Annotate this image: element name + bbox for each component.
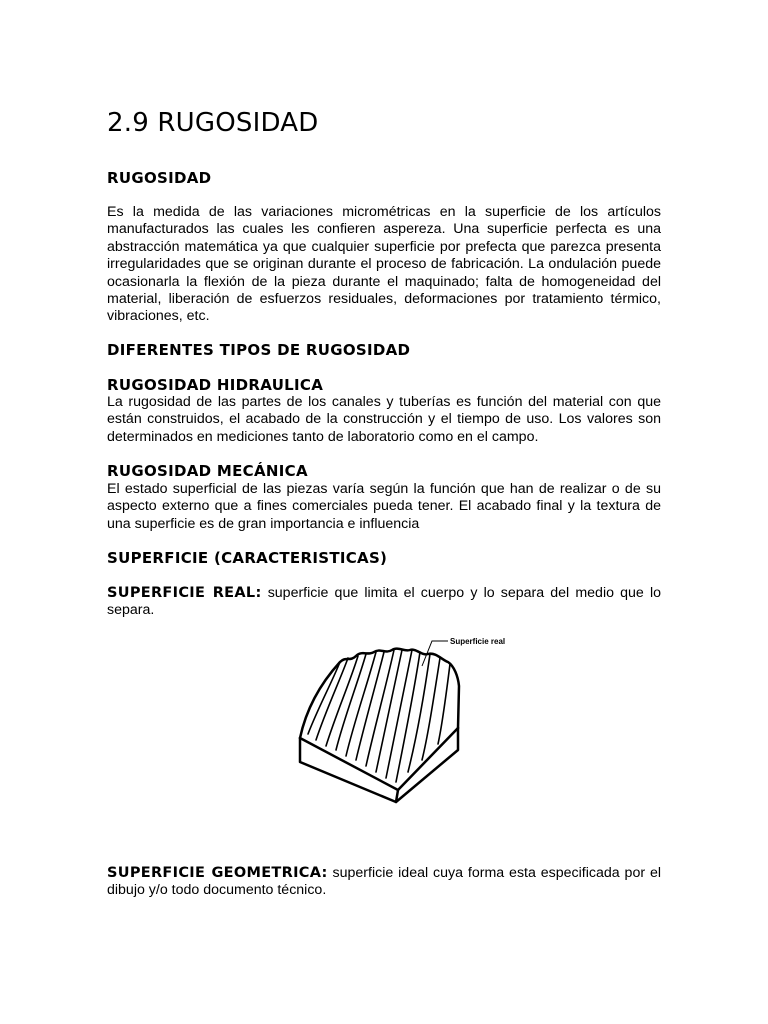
- page-title: 2.9 RUGOSIDAD: [107, 108, 319, 138]
- paragraph-rugosidad-hidraulica: La rugosidad de las partes de los canales y tuberías es función del material con que están construidos, el acabado de la construcción y el tiempo de uso. Los valores son determinados en mediciones tanto de laboratorio como en el campo.: [107, 394, 661, 445]
- paragraph-superficie-real: [107, 585, 661, 620]
- heading-superficie-caracteristicas: SUPERFICIE (CARACTERISTICAS): [107, 549, 388, 567]
- term-superficie-geometrica: SUPERFICIE GEOMETRICA:: [107, 865, 328, 881]
- definition-superficie-geometrica: superficie ideal cuya forma esta especificada por el dibujo y/o todo documento técnico.: [107, 865, 662, 899]
- figure-label: Superficie real: [450, 637, 506, 646]
- heading-tipos-rugosidad: DIFERENTES TIPOS DE RUGOSIDAD: [107, 341, 411, 359]
- heading-rugosidad: RUGOSIDAD: [107, 169, 212, 187]
- paragraph-rugosidad-mecanica: El estado superficial de las piezas varía según la función que han de realizar o de su aspecto externo que a fines comerciales pueda tener. El acabado final y la textura de una superficie es de gran importancia e influencia: [107, 481, 661, 532]
- paragraph-rugosidad: Es la medida de las variaciones micrométricas en la superficie de los artículos manufacturados las cuales les confieren aspereza. Una superficie perfecta es una abstracción matemática ya que cualquier superficie por prefecta que parezca presenta irregularidades que se originan durante el proceso de fabricación. La ondulación puede ocasionarla la flexión de la pieza durante el maquinado; falta de homogeneidad del material, liberación de esfuerzos residuales, deformaciones por tratamiento térmico, vibraciones, etc.: [107, 204, 661, 325]
- rough-surface-figure: [296, 622, 506, 808]
- heading-rugosidad-mecanica: RUGOSIDAD MECÁNICA: [107, 462, 308, 480]
- definition-superficie-real: superficie que limita el cuerpo y lo separa del medio que lo separa.: [107, 585, 661, 619]
- heading-rugosidad-hidraulica: RUGOSIDAD HIDRAULICA: [107, 376, 324, 394]
- term-superficie-real: SUPERFICIE REAL:: [107, 585, 262, 601]
- paragraph-superficie-geometrica: [107, 865, 661, 900]
